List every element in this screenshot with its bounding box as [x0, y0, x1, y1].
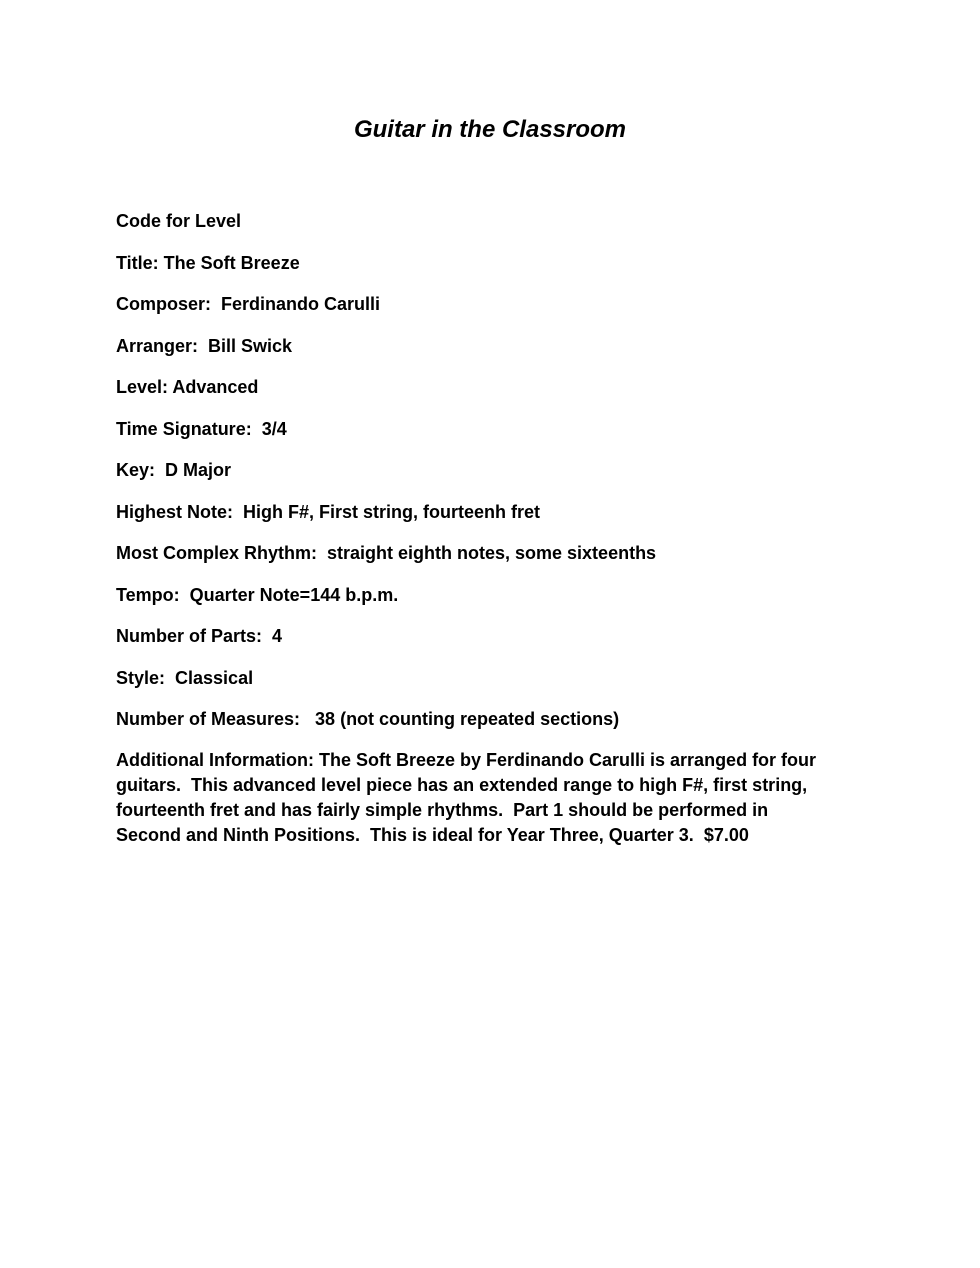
field-composer: Composer: Ferdinando Carulli	[116, 294, 381, 314]
field-most-complex-rhythm: Most Complex Rhythm: straight eighth notes, some sixteenths	[116, 543, 657, 563]
field-arranger: Arranger: Bill Swick	[116, 335, 293, 356]
field-highest-note: Highest Note: High F#, First string, fourteenh fret	[116, 501, 541, 522]
field-number-of-measures: Number of Measures: 38 (not counting repeated sections)	[116, 709, 620, 729]
additional-information-line: fourteenth fret and has fairly simple rhythms. Part 1 should be performed in	[116, 800, 769, 820]
additional-information-line: guitars. This advanced level piece has an extended range to high F#, first string,	[116, 775, 808, 795]
additional-information-line: Additional Information: The Soft Breeze by Ferdinando Carulli is arranged for four	[116, 750, 817, 770]
additional-information-line: Second and Ninth Positions. This is ideal for Year Three, Quarter 3. $7.00	[116, 825, 749, 845]
field-level: Level: Advanced	[116, 377, 259, 397]
field-number-of-parts: Number of Parts: 4	[116, 626, 283, 646]
field-tempo: Tempo: Quarter Note=144 b.p.m.	[116, 584, 399, 605]
additional-information	[116, 748, 876, 848]
field-code-for-level: Code for Level	[116, 211, 242, 231]
field-time-signature: Time Signature: 3/4	[116, 418, 287, 439]
field-style: Style: Classical	[116, 667, 254, 688]
field-list	[116, 209, 876, 749]
page-title: Guitar in the Classroom	[353, 116, 627, 143]
field-title: Title: The Soft Breeze	[116, 252, 300, 273]
field-key: Key: D Major	[116, 460, 232, 480]
